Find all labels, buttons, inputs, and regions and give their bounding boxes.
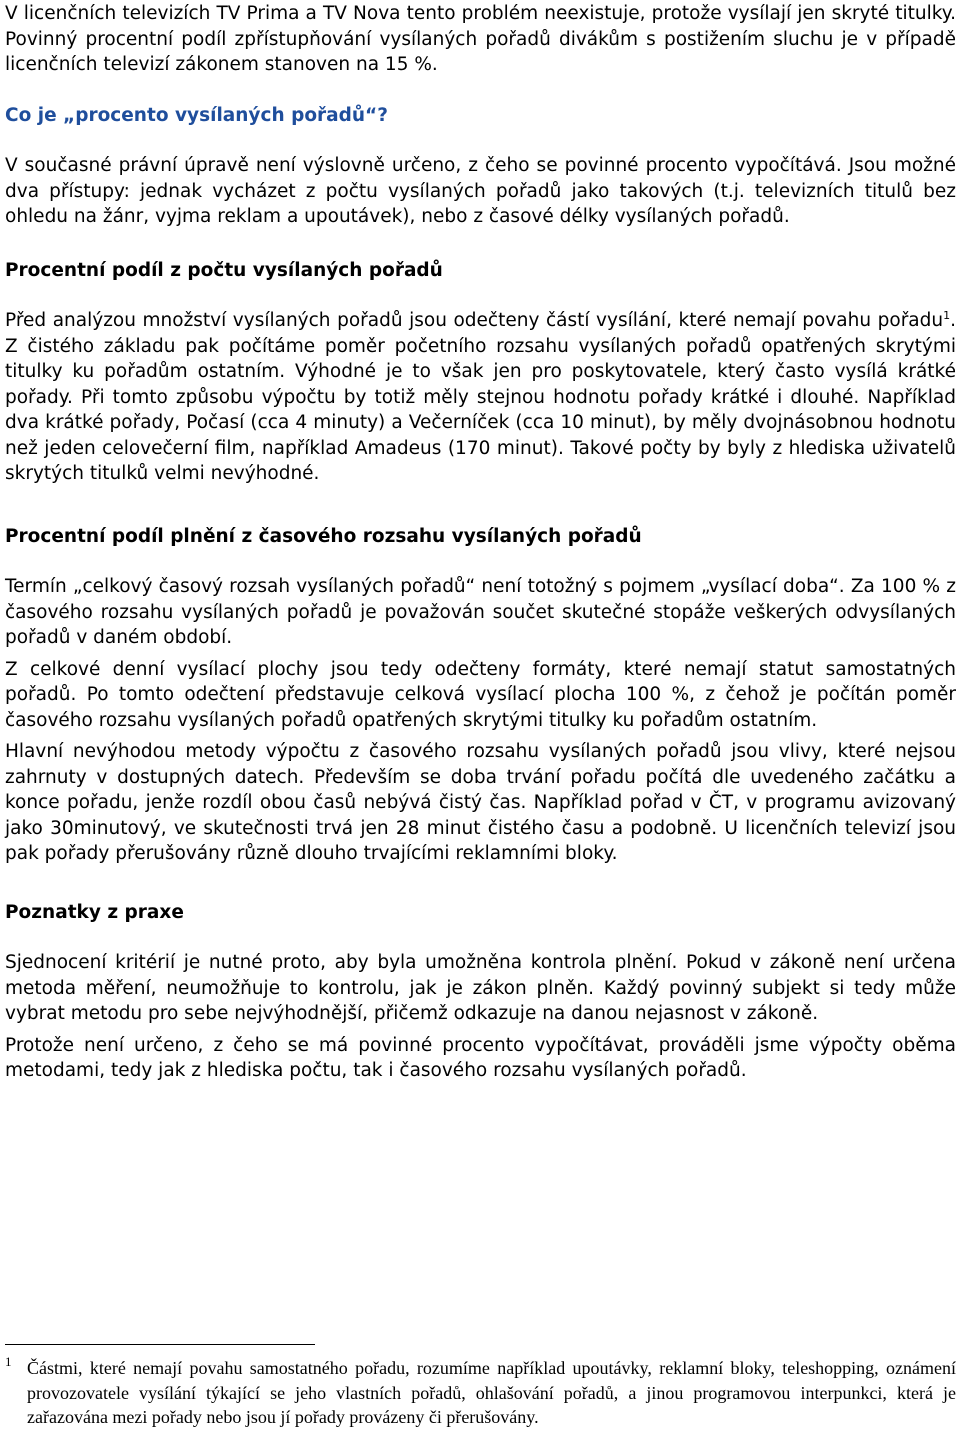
section3-paragraph-2: Z celkové denní vysílací plochy jsou tedy odečteny formáty, které nemají statut samostatných pořadů. Po tomto odečtení představuje celková vysílací plocha 100 %, z čehož je počítán poměr časového rozsahu vysílaných pořadů opatřených skrytými titulky ku pořadům ostatním.: [5, 658, 956, 731]
footnote-number: 1: [5, 1354, 12, 1369]
section-heading-time: Procentní podíl plnění z časového rozsahu vysílaných pořadů: [5, 525, 642, 547]
section2-text-a: Před analýzou množství vysílaných pořadů jsou odečteny částí vysílání, které nemají povahu pořadu: [5, 310, 944, 331]
footnote-text: Částmi, které nemají povahu samostatného pořadu, rozumíme například upoutávky, reklamní bloky, teleshopping, oznámení provozovatele vysílání týkající se jeho vlastních pořadů, ohlašování pořadů, a jinou programovou interpunkci, která je zařazována mezi pořady nebo jsou jí pořady provázeny či přerušovány.: [27, 1358, 956, 1427]
section2-text-b: . Z čistého základu pak počítáme poměr početního rozsahu vysílaných pořadů opatřených skrytými titulky ku pořadům ostatním. Výhodné je to však jen pro poskytovatele, který často vysílá krátké pořady. Při tomto způsobu výpočtu by totiž měly stejnou hodnotu pořady krátké i dlouhé. Například dva krátké pořady, Počasí (cca 4 minuty) a Večerníček (cca 10 minut), by měly dvojnásobnou hodnotu než jeden celovečerní film, například Amadeus (170 minut). Takové počty by byly z hlediska uživatelů skrytých titulků velmi nevýhodné.: [5, 310, 956, 484]
section-heading-count: Procentní podíl z počtu vysílaných pořadů: [5, 259, 443, 281]
section4-paragraph-2: Protože není určeno, z čeho se má povinné procento vypočítávat, prováděli jsme výpočty oběma metodami, tedy jak z hlediska počtu, tak i časového rozsahu vysílaných pořadů.: [5, 1034, 956, 1081]
section3-paragraph-3: Hlavní nevýhodou metody výpočtu z časového rozsahu vysílaných pořadů jsou vlivy, které nejsou zahrnuty v dostupných datech. Především se doba trvání pořadu počítá dle uvedeného začátku a konce pořadu, jenže rozdíl obou časů nebývá čistý čas. Například pořad v ČT, v programu avizovaný jako 30minutový, ve skutečnosti trvá jen 28 minut čistého času a podobně. U licenčních televizí jsou pak pořady přerušovány různě dlouho trvajícími reklamními bloky.: [5, 741, 956, 864]
footnote-separator: [5, 1344, 315, 1345]
section2-paragraph: [5, 308, 956, 487]
intro-paragraph: V licenčních televizích TV Prima a TV Nova tento problém neexistuje, protože vysílají jen skryté titulky. Povinný procentní podíl zpřístupňování vysílaných pořadů divákům s postižením sluchu je v případě licenčních televizí zákonem stanoven na 15 %.: [5, 3, 956, 75]
document-body: [5, 0, 956, 1084]
footnote-reference: 1: [943, 308, 951, 322]
section-heading-practice: Poznatky z praxe: [5, 901, 184, 923]
section3-paragraph-1: Termín „celkový časový rozsah vysílaných pořadů“ není totožný s pojmem „vysílací doba“. Za 100 % z časového rozsahu vysílaných pořadů je považován součet skutečné stopáže veškerých odvysílaných pořadů v daném období.: [5, 576, 956, 648]
footnote: [5, 1354, 956, 1430]
section4-paragraph-1: Sjednocení kritérií je nutné proto, aby byla umožněna kontrola plnění. Pokud v zákoně není určena metoda měření, neumožňuje to kontrolu, jak je zákon plněn. Každý povinný subjekt si tedy může vybrat metodu pro sebe nejvýhodnější, přičemž odkazuje na danou nejasnost v zákoně.: [5, 952, 956, 1024]
section-heading-percent: Co je „procento vysílaných pořadů“?: [5, 104, 388, 126]
section1-paragraph: V současné právní úpravě není výslovně určeno, z čeho se povinné procento vypočítává. Jsou možné dva přístupy: jednak vycházet z počtu vysílaných pořadů jako takových (t.j. televizních titulů bez ohledu na žánr, vyjma reklam a upoutávek), nebo z časové délky vysílaných pořadů.: [5, 155, 956, 227]
